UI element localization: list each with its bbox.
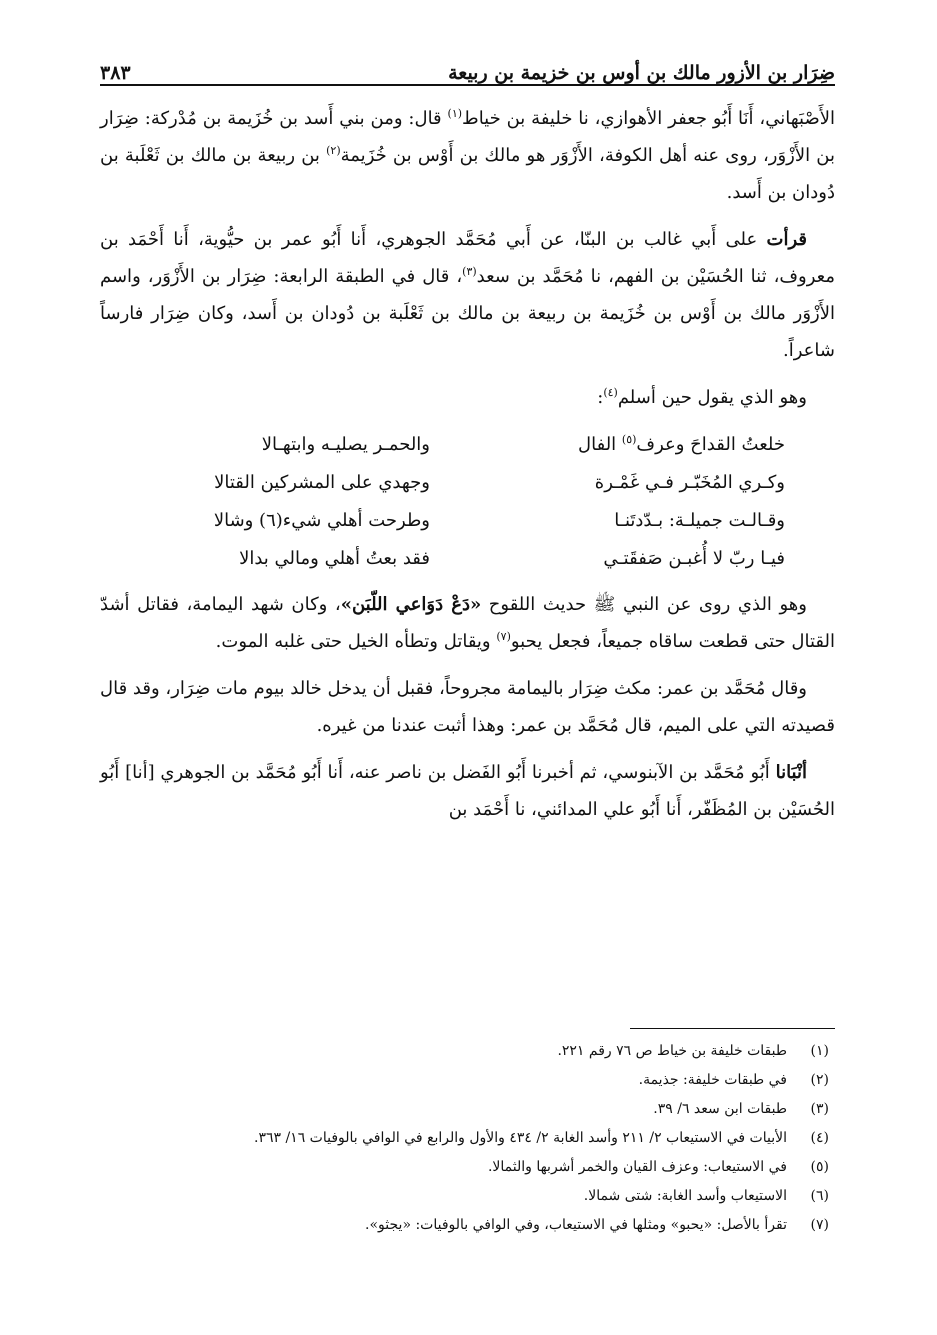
poem — [100, 426, 835, 578]
footnote-ref-3: (٣) — [462, 265, 477, 278]
hadith-quote: «دَعْ دَوَاعي اللّبَن» — [340, 594, 482, 615]
paragraph-2-lead: قرأت — [766, 229, 807, 250]
poem-verse — [100, 426, 835, 464]
footnote-ref-7: (٧) — [496, 630, 511, 643]
page-number: ٣٨٣ — [100, 62, 131, 84]
footnote-number: (١) — [810, 1043, 829, 1059]
paragraph-2-text-a: على أَبي غالب بن البنّا، عن أَبي مُحَمَّد الجوهري، أَنا أَبُو عمر بن حيُّوية، أَنا أَحْمَد بن معروف، ثنا الحُسَيْن بن الفهم، نا مُحَمَّد بن سعد — [100, 229, 836, 287]
paragraph-5: وقال مُحَمَّد بن عمر: مكث ضِرَار باليمامة مجروحاً، فقبل أن يدخل خالد بيوم مات ضِرَار، وقد قال قصيدته التي على الميم، قال مُحَمَّد بن عمر: وهذا أثبت عندنا من غيره. — [100, 678, 835, 736]
footnote — [100, 1211, 835, 1240]
verse-second-hemistich: فقد بعتُ أهلي ومالي بدالا — [239, 548, 430, 569]
paragraph-1-text-c: بن ربيعة بن مالك بن ثَعْلَبة بن دُودان بن أَسد. — [100, 145, 835, 203]
footnote-text: تقرأ بالأصل: «يحبو» ومثلها في الاستيعاب، وفي الوافي بالوفيات: «يجثو». — [365, 1217, 787, 1233]
paragraph-4 — [100, 586, 835, 660]
paragraph-6-lead: أنْبَانا — [775, 762, 807, 783]
verse-first-hemistich: فيـا ربّ لا أُغبـن صَفقَتـي — [603, 548, 785, 569]
footnote-text: الاستيعاب وأسد الغابة: شتى شمالا. — [583, 1188, 787, 1204]
running-title: ضِرَار بن الأزور مالك بن أوس بن خزيمة بن ربيعة — [448, 62, 835, 84]
paragraph-6 — [100, 754, 835, 828]
footnote-ref-4: (٤) — [603, 386, 618, 399]
footnote-ref-5: (٥) — [621, 433, 637, 446]
verse-first-hemistich — [485, 426, 785, 464]
footnote-text: الأبيات في الاستيعاب ٢/ ٢١١ وأسد الغابة ٢/ ٤٣٤ والأول والرابع في الوافي بالوفيات ١٦/ ٣٦٣. — [253, 1130, 787, 1146]
footnote-ref-1: (١) — [447, 107, 463, 120]
footnote-number: (٢) — [810, 1072, 829, 1088]
footnote-number: (٣) — [810, 1101, 829, 1117]
paragraph-6-text-a: أَبُو مُحَمَّد بن الآبنوسي، ثم أخبرنا أَبُو الفَضل بن ناصر عنه، أَنا أَبُو مُحَمَّد بن الجوهري [أنا] أَبُو الحُسَيْن بن المُظَفّر، أَنا أَبُو علي المدائني، نا أَحْمَد بن — [100, 762, 835, 820]
paragraph-4-text-a: وهو الذي روى عن النبي ﷺ حديث اللقوح — [481, 594, 807, 615]
paragraph-2-text-b: ، قال في الطبقة الرابعة: ضِرَار بن الأَزْوَر، واسم الأَزْوَر مالك بن أَوْس بن خُزَيمة بن ربيعة بن مالك بن ثَعْلَبة بن دُودان بن أَسد، وكان ضِرَار فارساً شاعراً. — [100, 266, 835, 361]
verse-second-hemistich: وطرحت أهلي شيء(٦) وشالا — [213, 510, 430, 531]
footnote-text: في طبقات خليفة: جذيمة. — [638, 1072, 787, 1088]
footnote — [100, 1095, 835, 1124]
verse-1-first-b: الفال — [578, 434, 622, 455]
verse-second-hemistich: وجهدي على المشركين القتالا — [214, 472, 430, 493]
paragraph-3-text-b: : — [597, 387, 604, 408]
footnote-number: (٦) — [810, 1188, 829, 1204]
poem-verse — [100, 540, 835, 578]
poem-verse — [100, 502, 835, 540]
verse-first-hemistich: وكـري المُخَبّـر فـي غَمْـرة — [594, 472, 785, 493]
paragraph-2 — [100, 221, 835, 369]
footnote-text: طبقات ابن سعد ٦/ ٣٩. — [653, 1101, 787, 1117]
paragraph-3-text-a: وهو الذي يقول حين أسلم — [617, 387, 807, 408]
verse-1-first-a: خلعتُ القداحَ وعرف — [636, 434, 785, 455]
footnote-number: (٥) — [810, 1159, 829, 1175]
paragraph-4-text-c: ويقاتل وتطأه الخيل حتى غلبه الموت. — [215, 631, 497, 652]
footnote-divider — [630, 1028, 835, 1029]
footnote — [100, 1153, 835, 1182]
footnote-text: طبقات خليفة بن خياط ص ٧٦ رقم ٢٢١. — [557, 1043, 787, 1059]
paragraph-1-text-b: قال: ومن بني أَسد بن خُزَيمة بن مُدْركة: ضِرَار بن الأَزْوَر، روى عنه أهل الكوفة، الأَزْوَر هو مالك بن أَوْس بن خُزَيمة — [100, 108, 835, 166]
footnote — [100, 1124, 835, 1153]
poem-verse — [100, 464, 835, 502]
paragraph-3 — [100, 379, 835, 416]
book-page — [100, 40, 835, 838]
footnote-text: في الاستيعاب: وعزف القيان والخمر أشربها والثمالا. — [487, 1159, 787, 1175]
footnote-number: (٤) — [810, 1130, 829, 1146]
footnote-number: (٧) — [810, 1217, 829, 1233]
footnote — [100, 1066, 835, 1095]
paragraph-1 — [100, 100, 835, 211]
main-text — [100, 100, 835, 828]
paragraph-1-text-a: الأَصْبَهاني، أَنَا أَبُو جعفر الأهوازي، نا خليفة بن خياط — [462, 108, 835, 129]
page-header — [100, 40, 835, 86]
verse-first-hemistich: وقـالـت جميلـة: بـدّدتَنـا — [614, 510, 785, 531]
footnote-ref-2: (٢) — [326, 144, 341, 157]
footnotes-section — [100, 1028, 835, 1240]
footnote — [100, 1182, 835, 1211]
paragraph-4-text-b: ، وكان شهد اليمامة، فقاتل أشدّ القتال حتى قطعت ساقاه جميعاً، فجعل يحبو — [100, 594, 835, 652]
verse-second-hemistich: والحمـر يصليـه وابتهـالا — [261, 434, 430, 455]
footnote — [100, 1037, 835, 1066]
